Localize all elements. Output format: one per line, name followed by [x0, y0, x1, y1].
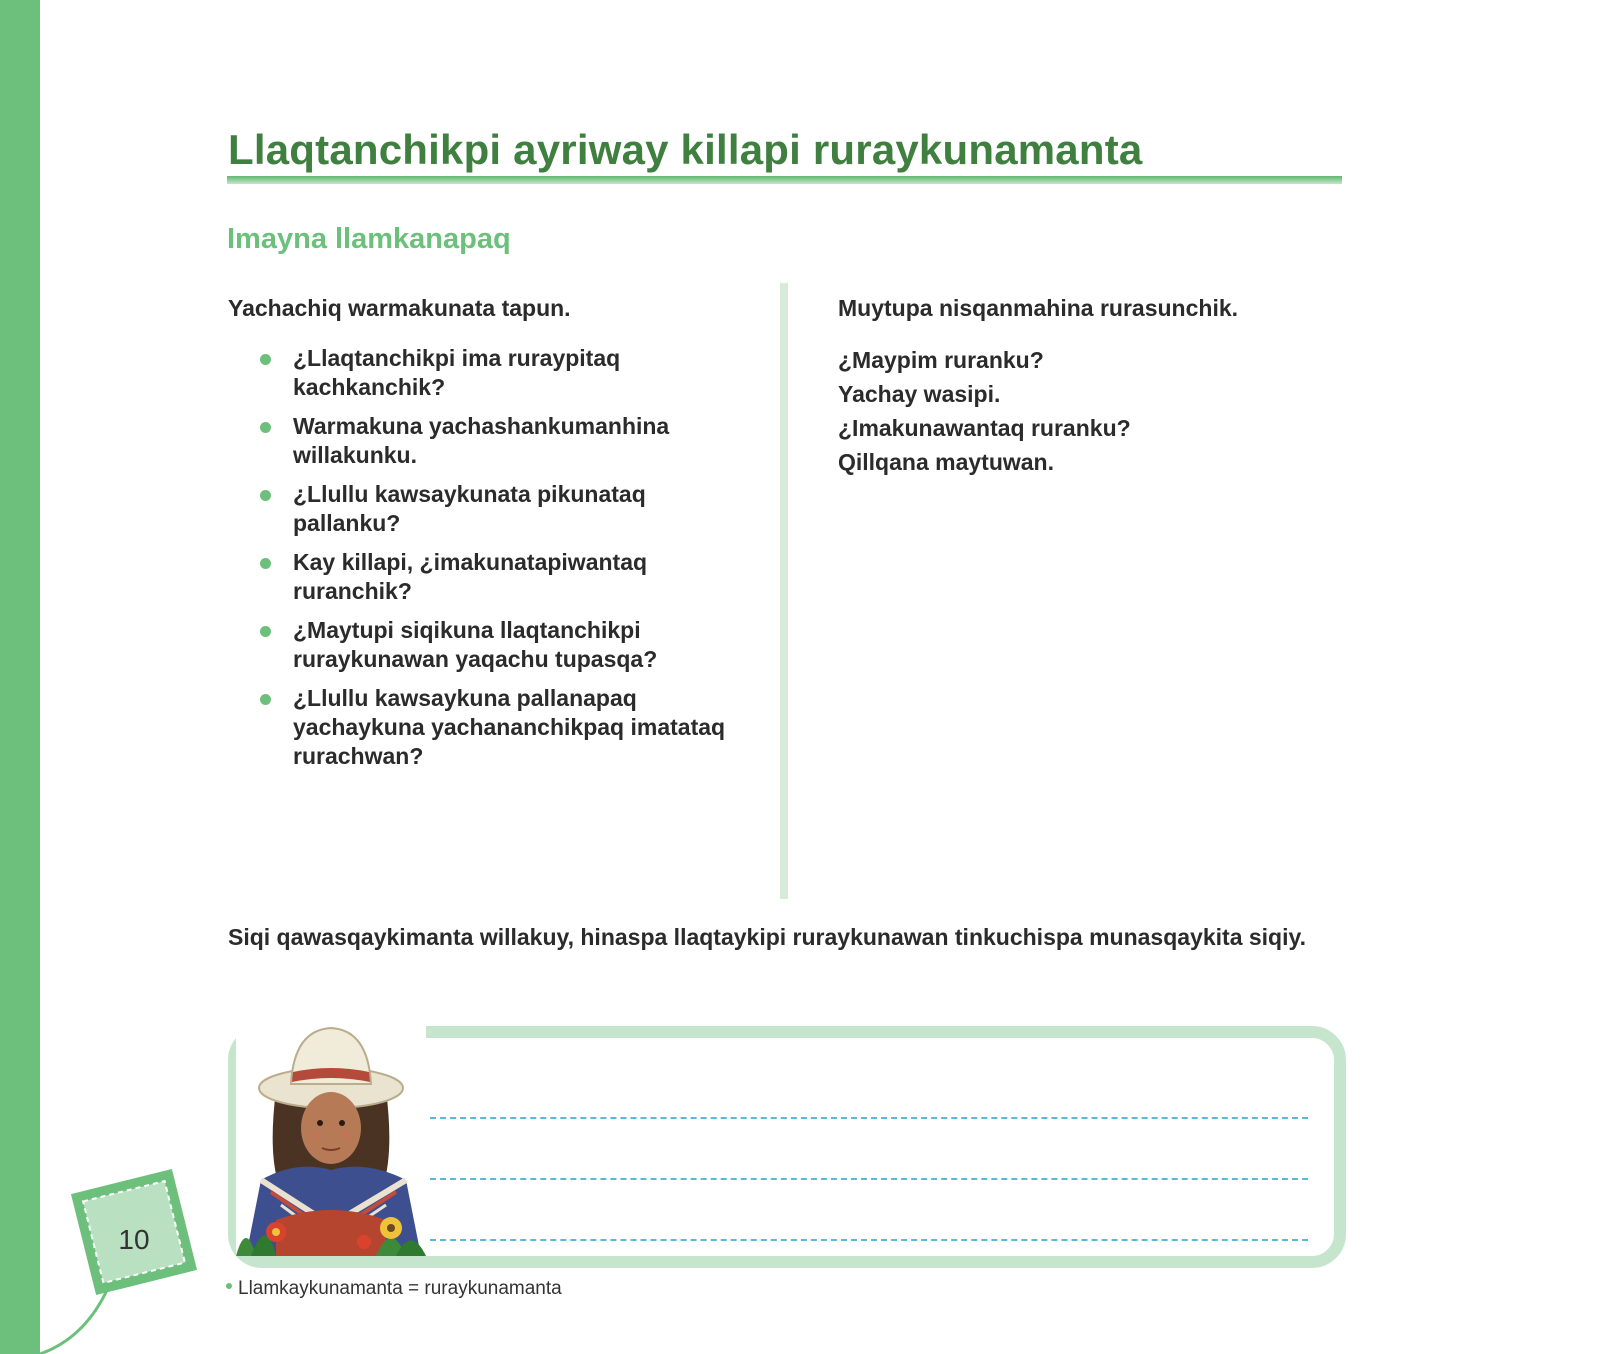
bullet-icon	[260, 694, 271, 705]
left-column	[228, 295, 748, 781]
section-subtitle: Imayna llamkanapaq	[227, 223, 511, 255]
bullet-icon	[260, 490, 271, 501]
dialogue-line: Yachay wasipi.	[838, 381, 1001, 407]
dialogue-line: ¿Maypim ruranku?	[838, 347, 1044, 373]
column-divider	[780, 283, 788, 899]
page-number: 10	[118, 1224, 150, 1255]
page-title: Llaqtanchikpi ayriway killapi ruraykunamanta	[228, 126, 1143, 173]
footnote-text: Llamkaykunamanta = ruraykunamanta	[238, 1278, 562, 1299]
list-item	[228, 480, 748, 538]
dialogue-lines	[838, 343, 1358, 479]
list-item-text: Kay killapi, ¿imakunatapiwantaq ruranchik?	[293, 549, 648, 604]
drawing-instruction: Siqi qawasqaykimanta willakuy, hinaspa llaqtaykipi ruraykunawan tinkuchispa munasqaykita siqiy.	[228, 924, 1306, 950]
dialogue-line: ¿Imakunawantaq ruranku?	[838, 415, 1131, 441]
bullet-icon	[260, 558, 271, 569]
bullet-icon	[226, 1283, 232, 1289]
bullet-icon	[260, 422, 271, 433]
list-item	[228, 548, 748, 606]
bullet-icon	[260, 354, 271, 365]
left-column-heading: Yachachiq warmakunata tapun.	[228, 295, 571, 321]
question-list	[228, 344, 748, 771]
title-underline	[227, 176, 1342, 184]
list-item	[228, 684, 748, 771]
girl-with-hat-illustration	[236, 1020, 426, 1256]
kite-page-tab	[0, 1168, 200, 1354]
writing-line-1[interactable]	[420, 1117, 1308, 1119]
writing-line-2[interactable]	[420, 1178, 1308, 1180]
right-column	[838, 295, 1358, 479]
list-item-text: ¿Maytupi siqikuna llaqtanchikpi ruraykunawan yaqachu tupasqa?	[293, 617, 658, 672]
list-item-text: ¿Llaqtanchikpi ima ruraypitaq kachkanchik?	[293, 345, 621, 400]
left-green-band	[0, 0, 40, 1354]
dialogue-line: Qillqana maytuwan.	[838, 449, 1054, 475]
list-item-text: ¿Llullu kawsaykuna pallanapaq yachaykuna yachananchikpaq imatataq rurachwan?	[293, 685, 726, 769]
list-item-text: Warmakuna yachashankumanhina willakunku.	[293, 413, 670, 468]
list-item-text: ¿Llullu kawsaykunata pikunataq pallanku?	[293, 481, 646, 536]
footnote	[226, 1278, 562, 1300]
list-item	[228, 344, 748, 402]
list-item	[228, 616, 748, 674]
bullet-icon	[260, 626, 271, 637]
right-column-heading: Muytupa nisqanmahina rurasunchik.	[838, 295, 1239, 321]
list-item	[228, 412, 748, 470]
writing-line-3[interactable]	[420, 1239, 1308, 1241]
